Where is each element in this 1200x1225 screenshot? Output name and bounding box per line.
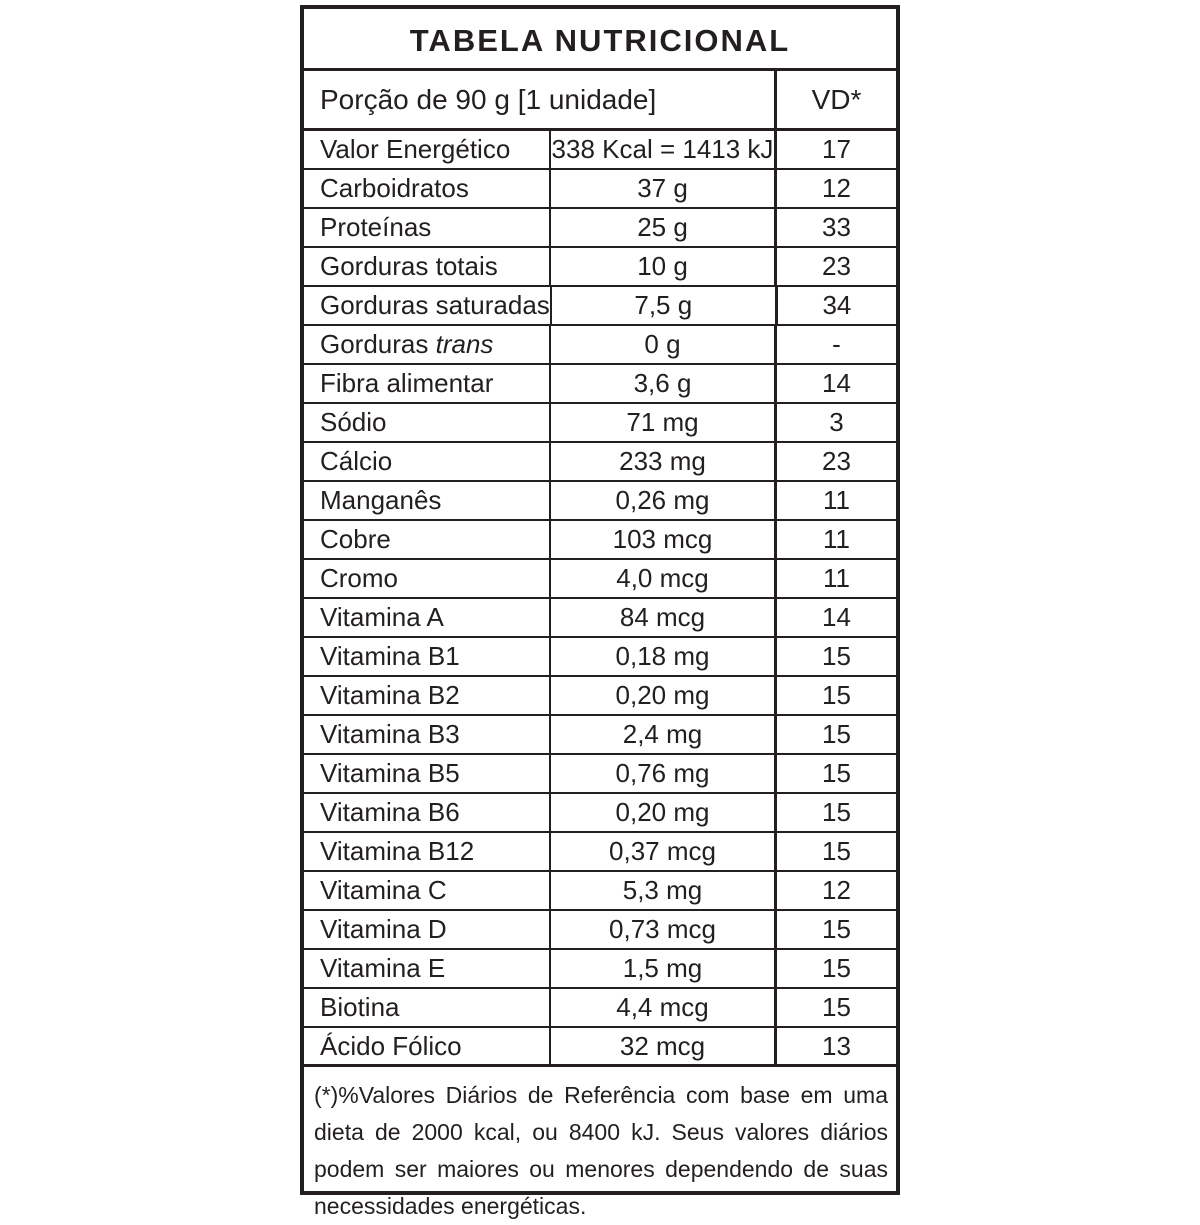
nutrient-name: Gorduras totais: [304, 248, 551, 285]
table-row: [304, 716, 896, 755]
nutrient-amount: 1,5 mg: [551, 950, 777, 987]
table-row: [304, 872, 896, 911]
nutrient-name: Carboidratos: [304, 170, 551, 207]
nutrient-amount: 4,4 mcg: [551, 989, 777, 1026]
footnote: (*)%Valores Diários de Referência com base em uma dieta de 2000 kcal, ou 8400 kJ. Seus valores diários podem ser maiores ou menores dependendo de suas necessidades energéticas.: [314, 1082, 888, 1219]
table-row: [304, 599, 896, 638]
nutrient-vd: 14: [822, 368, 851, 398]
table-row: [304, 209, 896, 248]
nutrient-name: Vitamina A: [304, 599, 551, 636]
nutrient-vd: 15: [822, 797, 851, 827]
nutrient-amount: 37 g: [551, 170, 777, 207]
table-row: [304, 248, 896, 287]
nutrient-name: Vitamina D: [304, 911, 551, 948]
table-row: [304, 170, 896, 209]
nutrient-name: Sódio: [304, 404, 551, 441]
nutrient-name: Fibra alimentar: [304, 365, 551, 402]
nutrient-amount: 0 g: [551, 326, 777, 363]
nutrient-name: Biotina: [304, 989, 551, 1026]
nutrient-amount: 0,37 mcg: [551, 833, 777, 870]
nutrient-name: Vitamina B1: [304, 638, 551, 675]
table-row: [304, 1028, 896, 1067]
portion-header-row: [304, 71, 896, 131]
nutrient-amount: 10 g: [551, 248, 777, 285]
nutrient-amount: 233 mg: [551, 443, 777, 480]
nutrient-name: Valor Energético: [304, 131, 551, 168]
nutrition-facts-table: [300, 5, 900, 1219]
table-row: [304, 443, 896, 482]
nutrient-amount: 25 g: [551, 209, 777, 246]
nutrient-rows: [304, 131, 896, 1067]
nutrient-vd: 3: [829, 407, 844, 437]
nutrient-name-italic: trans: [435, 329, 494, 359]
table-row: [304, 638, 896, 677]
nutrient-vd: -: [832, 329, 841, 359]
nutrient-amount: 103 mcg: [551, 521, 777, 558]
nutrient-vd: 15: [822, 836, 851, 866]
table-title: TABELA NUTRICIONAL: [304, 9, 896, 71]
nutrient-vd: 15: [822, 992, 851, 1022]
nutrient-name: Vitamina B12: [304, 833, 551, 870]
table-row: [304, 560, 896, 599]
nutrient-name: Cobre: [304, 521, 551, 558]
table-row: [304, 833, 896, 872]
nutrient-vd: 12: [822, 173, 851, 203]
table-row: [304, 326, 896, 365]
nutrient-name: Vitamina B2: [304, 677, 551, 714]
nutrient-amount: 3,6 g: [551, 365, 777, 402]
table-row: [304, 482, 896, 521]
nutrient-amount: 32 mcg: [551, 1028, 777, 1064]
nutrient-vd: 17: [822, 134, 851, 164]
nutrient-name: Manganês: [304, 482, 551, 519]
table-row: [304, 677, 896, 716]
nutrient-name: Vitamina B6: [304, 794, 551, 831]
nutrient-amount: 4,0 mcg: [551, 560, 777, 597]
nutrient-amount: 0,20 mg: [551, 677, 777, 714]
nutrient-name: Cromo: [304, 560, 551, 597]
nutrient-name: [304, 326, 551, 363]
nutrient-vd: 33: [822, 212, 851, 242]
nutrient-vd: 14: [822, 602, 851, 632]
nutrient-name: Proteínas: [304, 209, 551, 246]
nutrient-name: Gorduras saturadas: [304, 287, 552, 324]
table-row: [304, 365, 896, 404]
nutrient-name: Vitamina E: [304, 950, 551, 987]
nutrient-vd: 15: [822, 758, 851, 788]
nutrient-vd: 23: [822, 251, 851, 281]
table-row: [304, 950, 896, 989]
nutrient-name: Vitamina C: [304, 872, 551, 909]
nutrient-name: Vitamina B5: [304, 755, 551, 792]
vd-header: VD*: [811, 83, 862, 115]
nutrient-vd: 23: [822, 446, 851, 476]
nutrient-name: Cálcio: [304, 443, 551, 480]
nutrient-vd: 11: [823, 563, 850, 593]
nutrient-amount: 84 mcg: [551, 599, 777, 636]
nutrient-vd: 15: [822, 914, 851, 944]
nutrient-vd: 11: [823, 485, 850, 515]
nutrient-vd: 13: [822, 1030, 851, 1061]
nutrient-name: Vitamina B3: [304, 716, 551, 753]
table-row: [304, 521, 896, 560]
nutrient-name: Ácido Fólico: [304, 1028, 551, 1064]
nutrient-amount: 0,73 mcg: [551, 911, 777, 948]
nutrient-vd: 15: [822, 641, 851, 671]
nutrient-amount: 0,18 mg: [551, 638, 777, 675]
nutrient-name-text: Gorduras: [320, 329, 436, 359]
nutrient-amount: 7,5 g: [552, 287, 778, 324]
nutrient-vd: 15: [822, 953, 851, 983]
table-row: [304, 287, 896, 326]
nutrient-amount: 71 mg: [551, 404, 777, 441]
nutrient-vd: 15: [822, 719, 851, 749]
table-row: [304, 131, 896, 170]
nutrient-vd: 15: [822, 680, 851, 710]
nutrient-amount: 0,26 mg: [551, 482, 777, 519]
nutrient-vd: 34: [822, 290, 852, 320]
nutrient-vd: 11: [823, 524, 850, 554]
nutrient-amount: 0,76 mg: [551, 755, 777, 792]
nutrient-amount: 0,20 mg: [551, 794, 777, 831]
portion-label: Porção de 90 g [1 unidade]: [304, 71, 777, 128]
nutrient-amount: 2,4 mg: [551, 716, 777, 753]
table-row: [304, 794, 896, 833]
nutrient-amount: 5,3 mg: [551, 872, 777, 909]
nutrient-amount: 338 Kcal = 1413 kJ: [551, 131, 777, 168]
nutrient-vd: 12: [822, 875, 851, 905]
table-row: [304, 755, 896, 794]
table-row: [304, 989, 896, 1028]
table-row: [304, 911, 896, 950]
table-row: [304, 404, 896, 443]
